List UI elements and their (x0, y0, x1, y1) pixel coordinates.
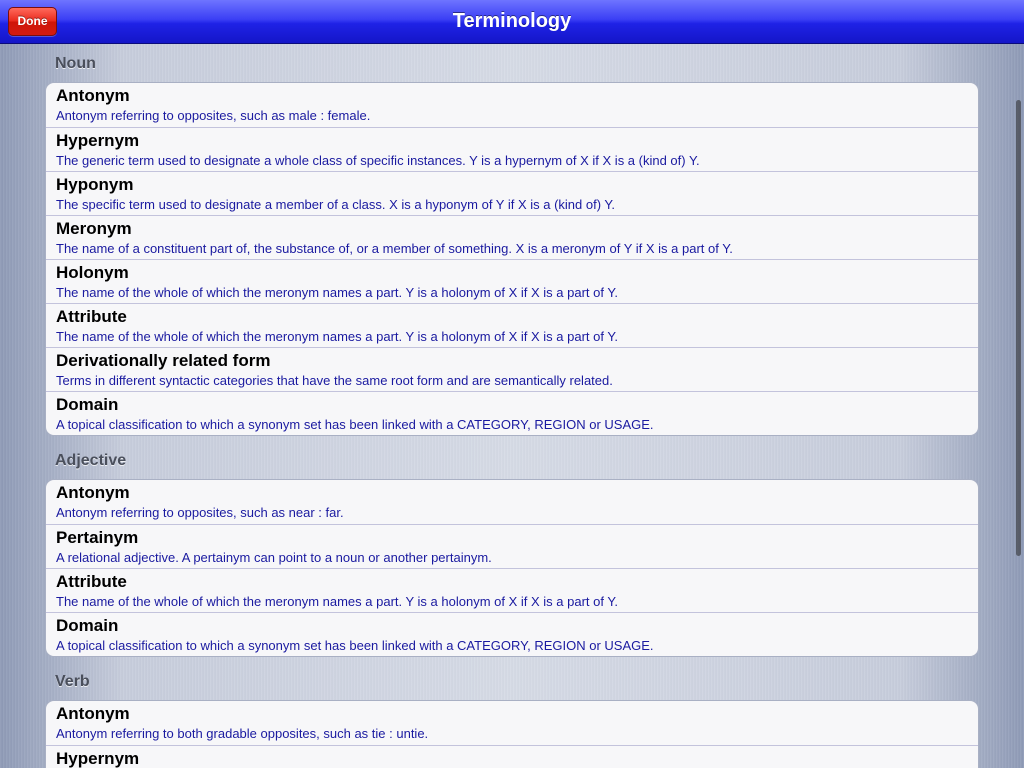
term-description: The name of the whole of which the meronym names a part. Y is a holonym of X if X is a part of Y. (56, 594, 618, 609)
term-title: Antonym (56, 86, 130, 105)
list-item[interactable] (46, 127, 978, 171)
term-title: Antonym (56, 483, 130, 502)
term-title: Hyponym (56, 175, 134, 194)
term-description: A topical classification to which a synonym set has been linked with a CATEGORY, REGION or USAGE. (56, 417, 654, 432)
term-description: The name of a constituent part of, the substance of, or a member of something. X is a meronym of Y if X is a part of Y. (56, 241, 733, 256)
term-description: Antonym referring to both gradable opposites, such as tie : untie. (56, 726, 429, 741)
term-title: Attribute (56, 572, 127, 591)
list-item[interactable] (46, 215, 978, 259)
list-item[interactable] (46, 303, 978, 347)
list-item[interactable] (46, 391, 978, 435)
done-button[interactable]: Done (8, 7, 57, 36)
term-description: Antonym referring to opposites, such as near : far. (56, 505, 344, 520)
term-description: The name of the whole of which the meronym names a part. Y is a holonym of X if X is a part of Y. (56, 329, 618, 344)
list-item[interactable] (46, 568, 978, 612)
page-title: Terminology (452, 10, 572, 32)
term-title: Holonym (56, 263, 129, 282)
term-title: Domain (56, 616, 119, 635)
term-description: A relational adjective. A pertainym can point to a noun or another pertainym. (56, 550, 492, 565)
term-description: Terms in different syntactic categories that have the same root form and are semantically related. (56, 373, 613, 388)
list-item[interactable] (46, 612, 978, 656)
term-title: Derivationally related form (56, 351, 271, 370)
vertical-scrollbar[interactable] (1016, 100, 1021, 556)
list-item[interactable] (46, 480, 978, 524)
section-header-noun: Noun (55, 55, 96, 72)
term-title: Hypernym (56, 131, 140, 150)
term-title: Domain (56, 395, 119, 414)
noun-group (45, 82, 979, 436)
term-title: Pertainym (56, 528, 139, 547)
list-item[interactable] (46, 259, 978, 303)
list-item[interactable] (46, 701, 978, 745)
term-title: Hypernym (56, 749, 140, 768)
term-title: Antonym (56, 704, 130, 723)
list-item[interactable] (46, 171, 978, 215)
adjective-group (45, 479, 979, 657)
list-item[interactable] (46, 745, 978, 768)
term-description: The specific term used to designate a member of a class. X is a hyponym of Y if X is a (kind of) Y. (56, 197, 616, 212)
list-item[interactable] (46, 524, 978, 568)
section-header-adjective: Adjective (55, 452, 127, 469)
term-title: Attribute (56, 307, 127, 326)
terminology-list[interactable] (0, 44, 1024, 768)
term-description: A topical classification to which a synonym set has been linked with a CATEGORY, REGION or USAGE. (56, 638, 654, 653)
list-item[interactable] (46, 83, 978, 127)
term-description: The name of the whole of which the meronym names a part. Y is a holonym of X if X is a part of Y. (56, 285, 618, 300)
verb-group (45, 700, 979, 768)
term-description: The generic term used to designate a whole class of specific instances. Y is a hypernym of X if X is a (kind of) Y. (56, 153, 700, 168)
term-description: Antonym referring to opposites, such as male : female. (56, 108, 371, 123)
list-item[interactable] (46, 347, 978, 391)
navigation-bar (0, 0, 1024, 44)
section-header-verb: Verb (55, 673, 90, 690)
term-title: Meronym (56, 219, 132, 238)
